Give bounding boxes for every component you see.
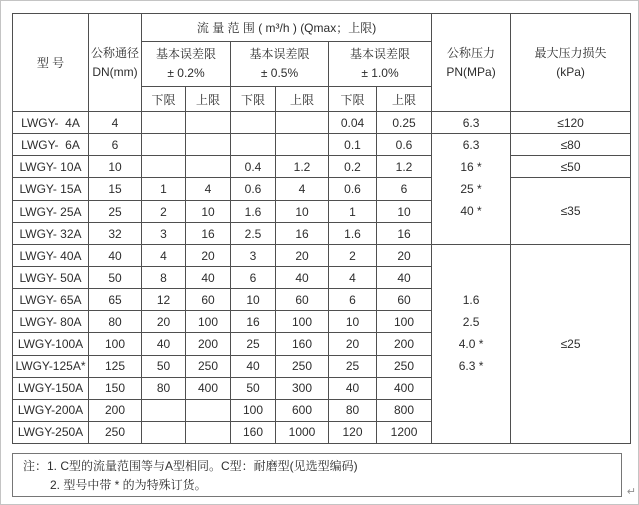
e02-max-cell: 4 (186, 178, 231, 201)
e10-min-cell: 0.6 (329, 178, 377, 201)
e10-max-cell: 10 (377, 201, 432, 223)
dn-cell: 25 (89, 201, 142, 223)
pressure-loss-merged-cell-15a-32a: ≤35 (511, 178, 631, 245)
e10-max-cell: 16 (377, 223, 432, 245)
e10-max-cell: 0.25 (377, 112, 432, 134)
e10-max-cell: 400 (377, 377, 432, 399)
e10-min-cell: 6 (329, 289, 377, 311)
note-line-2: 2. 型号中带 * 的为特殊订货。 (50, 478, 207, 493)
e10-min-cell: 10 (329, 311, 377, 333)
dn-cell: 65 (89, 289, 142, 311)
pn-value (432, 267, 510, 289)
table-row-lwgy-10a (13, 156, 631, 178)
e10-min-cell: 4 (329, 267, 377, 289)
e05-max-cell: 60 (276, 289, 329, 311)
e02-max-cell: 60 (186, 289, 231, 311)
pn-value: 16 * (460, 160, 482, 174)
table-row-lwgy-40a (13, 245, 631, 267)
pn-value (432, 245, 510, 267)
model-cell: LWGY- 32A (13, 223, 89, 245)
dn-cell: 10 (89, 156, 142, 178)
pn-value (432, 377, 510, 399)
model-cell: LWGY-100A (13, 333, 89, 355)
e02-min-cell: 4 (142, 245, 186, 267)
e05-max-cell: 100 (276, 311, 329, 333)
table-row-lwgy-6a (13, 134, 631, 156)
e10-max-cell: 60 (377, 289, 432, 311)
e02-min-cell: 40 (142, 333, 186, 355)
dn-cell: 6 (89, 134, 142, 156)
e05-max-cell: 4 (276, 178, 329, 201)
e02-min-cell: 80 (142, 377, 186, 399)
e05-min-cell (231, 134, 276, 156)
e02-min-cell: 2 (142, 201, 186, 223)
subheader-lower-limit: 下限 (231, 87, 276, 112)
e10-min-cell: 0.04 (329, 112, 377, 134)
e02-max-cell (186, 421, 231, 443)
e05-min-cell: 3 (231, 245, 276, 267)
e05-max-cell: 600 (276, 399, 329, 421)
e05-max-cell: 1000 (276, 421, 329, 443)
e05-min-cell: 2.5 (231, 223, 276, 245)
flow-meter-spec-table (12, 13, 631, 444)
error-label: 基本误差限 (249, 47, 310, 62)
column-header-model: 型 号 (13, 14, 89, 112)
e02-max-cell: 40 (186, 267, 231, 289)
dn-cell: 40 (89, 245, 142, 267)
e05-min-cell: 50 (231, 377, 276, 399)
e02-max-cell (186, 112, 231, 134)
pn-cell: 6.3 (432, 112, 511, 134)
e10-max-cell: 6 (377, 178, 432, 201)
e05-max-cell: 1.2 (276, 156, 329, 178)
notes-box (12, 453, 622, 497)
model-cell: LWGY- 25A (13, 201, 89, 223)
model-cell: LWGY-250A (13, 421, 89, 443)
e05-min-cell: 10 (231, 289, 276, 311)
e05-max-cell: 160 (276, 333, 329, 355)
model-cell: LWGY- 50A (13, 267, 89, 289)
loss-header-line1: 最大压力损失 (534, 45, 607, 60)
pn-header-line1: 公称压力 (447, 45, 496, 60)
error-value-02: ± 0.2% (167, 66, 205, 80)
pressure-loss-cell: ≤50 (511, 156, 631, 178)
dn-cell: 32 (89, 223, 142, 245)
table-row-lwgy-15a (13, 178, 631, 201)
dn-cell: 4 (89, 112, 142, 134)
column-header-flow-range: 流 量 范 围 ( m³/h ) (Qmax；上限) (142, 14, 432, 42)
pressure-loss-cell: ≤120 (511, 112, 631, 134)
e05-max-cell (276, 112, 329, 134)
e05-max-cell: 40 (276, 267, 329, 289)
e02-max-cell (186, 156, 231, 178)
e10-max-cell: 0.6 (377, 134, 432, 156)
subheader-lower-limit: 下限 (142, 87, 186, 112)
pn-merged-cell-6a-32a (432, 134, 511, 245)
e10-max-cell: 1.2 (377, 156, 432, 178)
pn-value: 2.5 (462, 315, 480, 329)
e02-max-cell: 16 (186, 223, 231, 245)
e05-min-cell: 6 (231, 267, 276, 289)
e05-min-cell: 0.4 (231, 156, 276, 178)
e02-min-cell (142, 421, 186, 443)
dn-cell: 250 (89, 421, 142, 443)
e10-max-cell: 250 (377, 355, 432, 377)
paragraph-return-mark: ↵ (626, 486, 636, 498)
e02-max-cell (186, 134, 231, 156)
column-header-error-05 (231, 42, 329, 87)
e02-min-cell (142, 112, 186, 134)
model-cell: LWGY- 80A (13, 311, 89, 333)
model-cell: LWGY- 4A (13, 112, 89, 134)
error-label: 基本误差限 (155, 47, 216, 62)
column-header-pressure-loss (511, 14, 631, 112)
model-cell: LWGY-125A* (13, 355, 89, 377)
e05-min-cell (231, 112, 276, 134)
dn-header-line2: DN(mm) (92, 64, 138, 79)
pn-value (432, 399, 510, 421)
pn-value: 4.0 * (458, 337, 484, 351)
e02-min-cell: 8 (142, 267, 186, 289)
e10-min-cell: 40 (329, 377, 377, 399)
e05-min-cell: 40 (231, 355, 276, 377)
e02-max-cell: 10 (186, 201, 231, 223)
e10-min-cell: 0.2 (329, 156, 377, 178)
table-row-lwgy-4a (13, 112, 631, 134)
pn-header-line2: PN(MPa) (446, 64, 496, 79)
dn-cell: 15 (89, 178, 142, 201)
e05-max-cell: 20 (276, 245, 329, 267)
subheader-upper-limit: 上限 (276, 87, 329, 112)
e02-max-cell (186, 399, 231, 421)
dn-cell: 50 (89, 267, 142, 289)
column-header-dn (89, 14, 142, 112)
e02-max-cell: 100 (186, 311, 231, 333)
subheader-upper-limit: 上限 (377, 87, 432, 112)
e02-min-cell: 12 (142, 289, 186, 311)
dn-cell: 80 (89, 311, 142, 333)
e10-min-cell: 2 (329, 245, 377, 267)
error-value-10: ± 1.0% (361, 66, 399, 80)
e05-min-cell: 160 (231, 421, 276, 443)
e02-max-cell: 20 (186, 245, 231, 267)
subheader-lower-limit: 下限 (329, 87, 377, 112)
e02-min-cell: 20 (142, 311, 186, 333)
e05-min-cell: 16 (231, 311, 276, 333)
error-value-05: ± 0.5% (260, 66, 299, 80)
pn-value: 25 * (460, 182, 482, 196)
e05-min-cell: 1.6 (231, 201, 276, 223)
dn-cell: 150 (89, 377, 142, 399)
column-header-error-02 (142, 42, 231, 87)
e05-min-cell: 25 (231, 333, 276, 355)
dn-cell: 100 (89, 333, 142, 355)
dn-cell: 125 (89, 355, 142, 377)
model-cell: LWGY- 15A (13, 178, 89, 201)
e10-min-cell: 20 (329, 333, 377, 355)
note-line-1: 注：1. C型的流量范围等与A型相同。C型：耐磨型(见选型编码) (23, 459, 358, 473)
e02-max-cell: 400 (186, 377, 231, 399)
e02-min-cell: 50 (142, 355, 186, 377)
pn-value (432, 222, 510, 244)
e10-max-cell: 20 (377, 245, 432, 267)
column-header-error-10 (329, 42, 432, 87)
error-label: 基本误差限 (350, 47, 411, 62)
model-cell: LWGY- 6A (13, 134, 89, 156)
e02-min-cell: 1 (142, 178, 186, 201)
e10-min-cell: 25 (329, 355, 377, 377)
model-cell: LWGY- 10A (13, 156, 89, 178)
column-header-pn (432, 14, 511, 112)
pressure-loss-merged-cell-40a-250a: ≤25 (511, 245, 631, 444)
e10-max-cell: 40 (377, 267, 432, 289)
dn-header-line1: 公称通径 (90, 45, 139, 60)
header-row-1 (13, 14, 631, 42)
e10-min-cell: 120 (329, 421, 377, 443)
pn-merged-cell-40a-250a (432, 245, 511, 444)
subheader-upper-limit: 上限 (186, 87, 231, 112)
e10-max-cell: 200 (377, 333, 432, 355)
e05-max-cell (276, 134, 329, 156)
e10-min-cell: 0.1 (329, 134, 377, 156)
model-cell: LWGY-150A (13, 377, 89, 399)
e02-min-cell (142, 399, 186, 421)
e05-max-cell: 10 (276, 201, 329, 223)
pn-value: 1.6 (462, 293, 480, 307)
model-cell: LWGY- 65A (13, 289, 89, 311)
pn-value: 40 * (460, 204, 482, 218)
pn-value: 6.3 * (458, 359, 484, 373)
e05-max-cell: 300 (276, 377, 329, 399)
model-cell: LWGY-200A (13, 399, 89, 421)
e10-min-cell: 80 (329, 399, 377, 421)
e10-max-cell: 1200 (377, 421, 432, 443)
e02-min-cell (142, 134, 186, 156)
e02-max-cell: 250 (186, 355, 231, 377)
pn-value (432, 421, 510, 443)
e02-min-cell (142, 156, 186, 178)
model-cell: LWGY- 40A (13, 245, 89, 267)
e10-min-cell: 1 (329, 201, 377, 223)
e05-max-cell: 16 (276, 223, 329, 245)
pn-value: 6.3 (462, 138, 480, 152)
e05-min-cell: 0.6 (231, 178, 276, 201)
e10-max-cell: 800 (377, 399, 432, 421)
e02-min-cell: 3 (142, 223, 186, 245)
e02-max-cell: 200 (186, 333, 231, 355)
e05-min-cell: 100 (231, 399, 276, 421)
e05-max-cell: 250 (276, 355, 329, 377)
loss-header-line2: (kPa) (556, 64, 585, 79)
e10-max-cell: 100 (377, 311, 432, 333)
e10-min-cell: 1.6 (329, 223, 377, 245)
pressure-loss-cell: ≤80 (511, 134, 631, 156)
dn-cell: 200 (89, 399, 142, 421)
